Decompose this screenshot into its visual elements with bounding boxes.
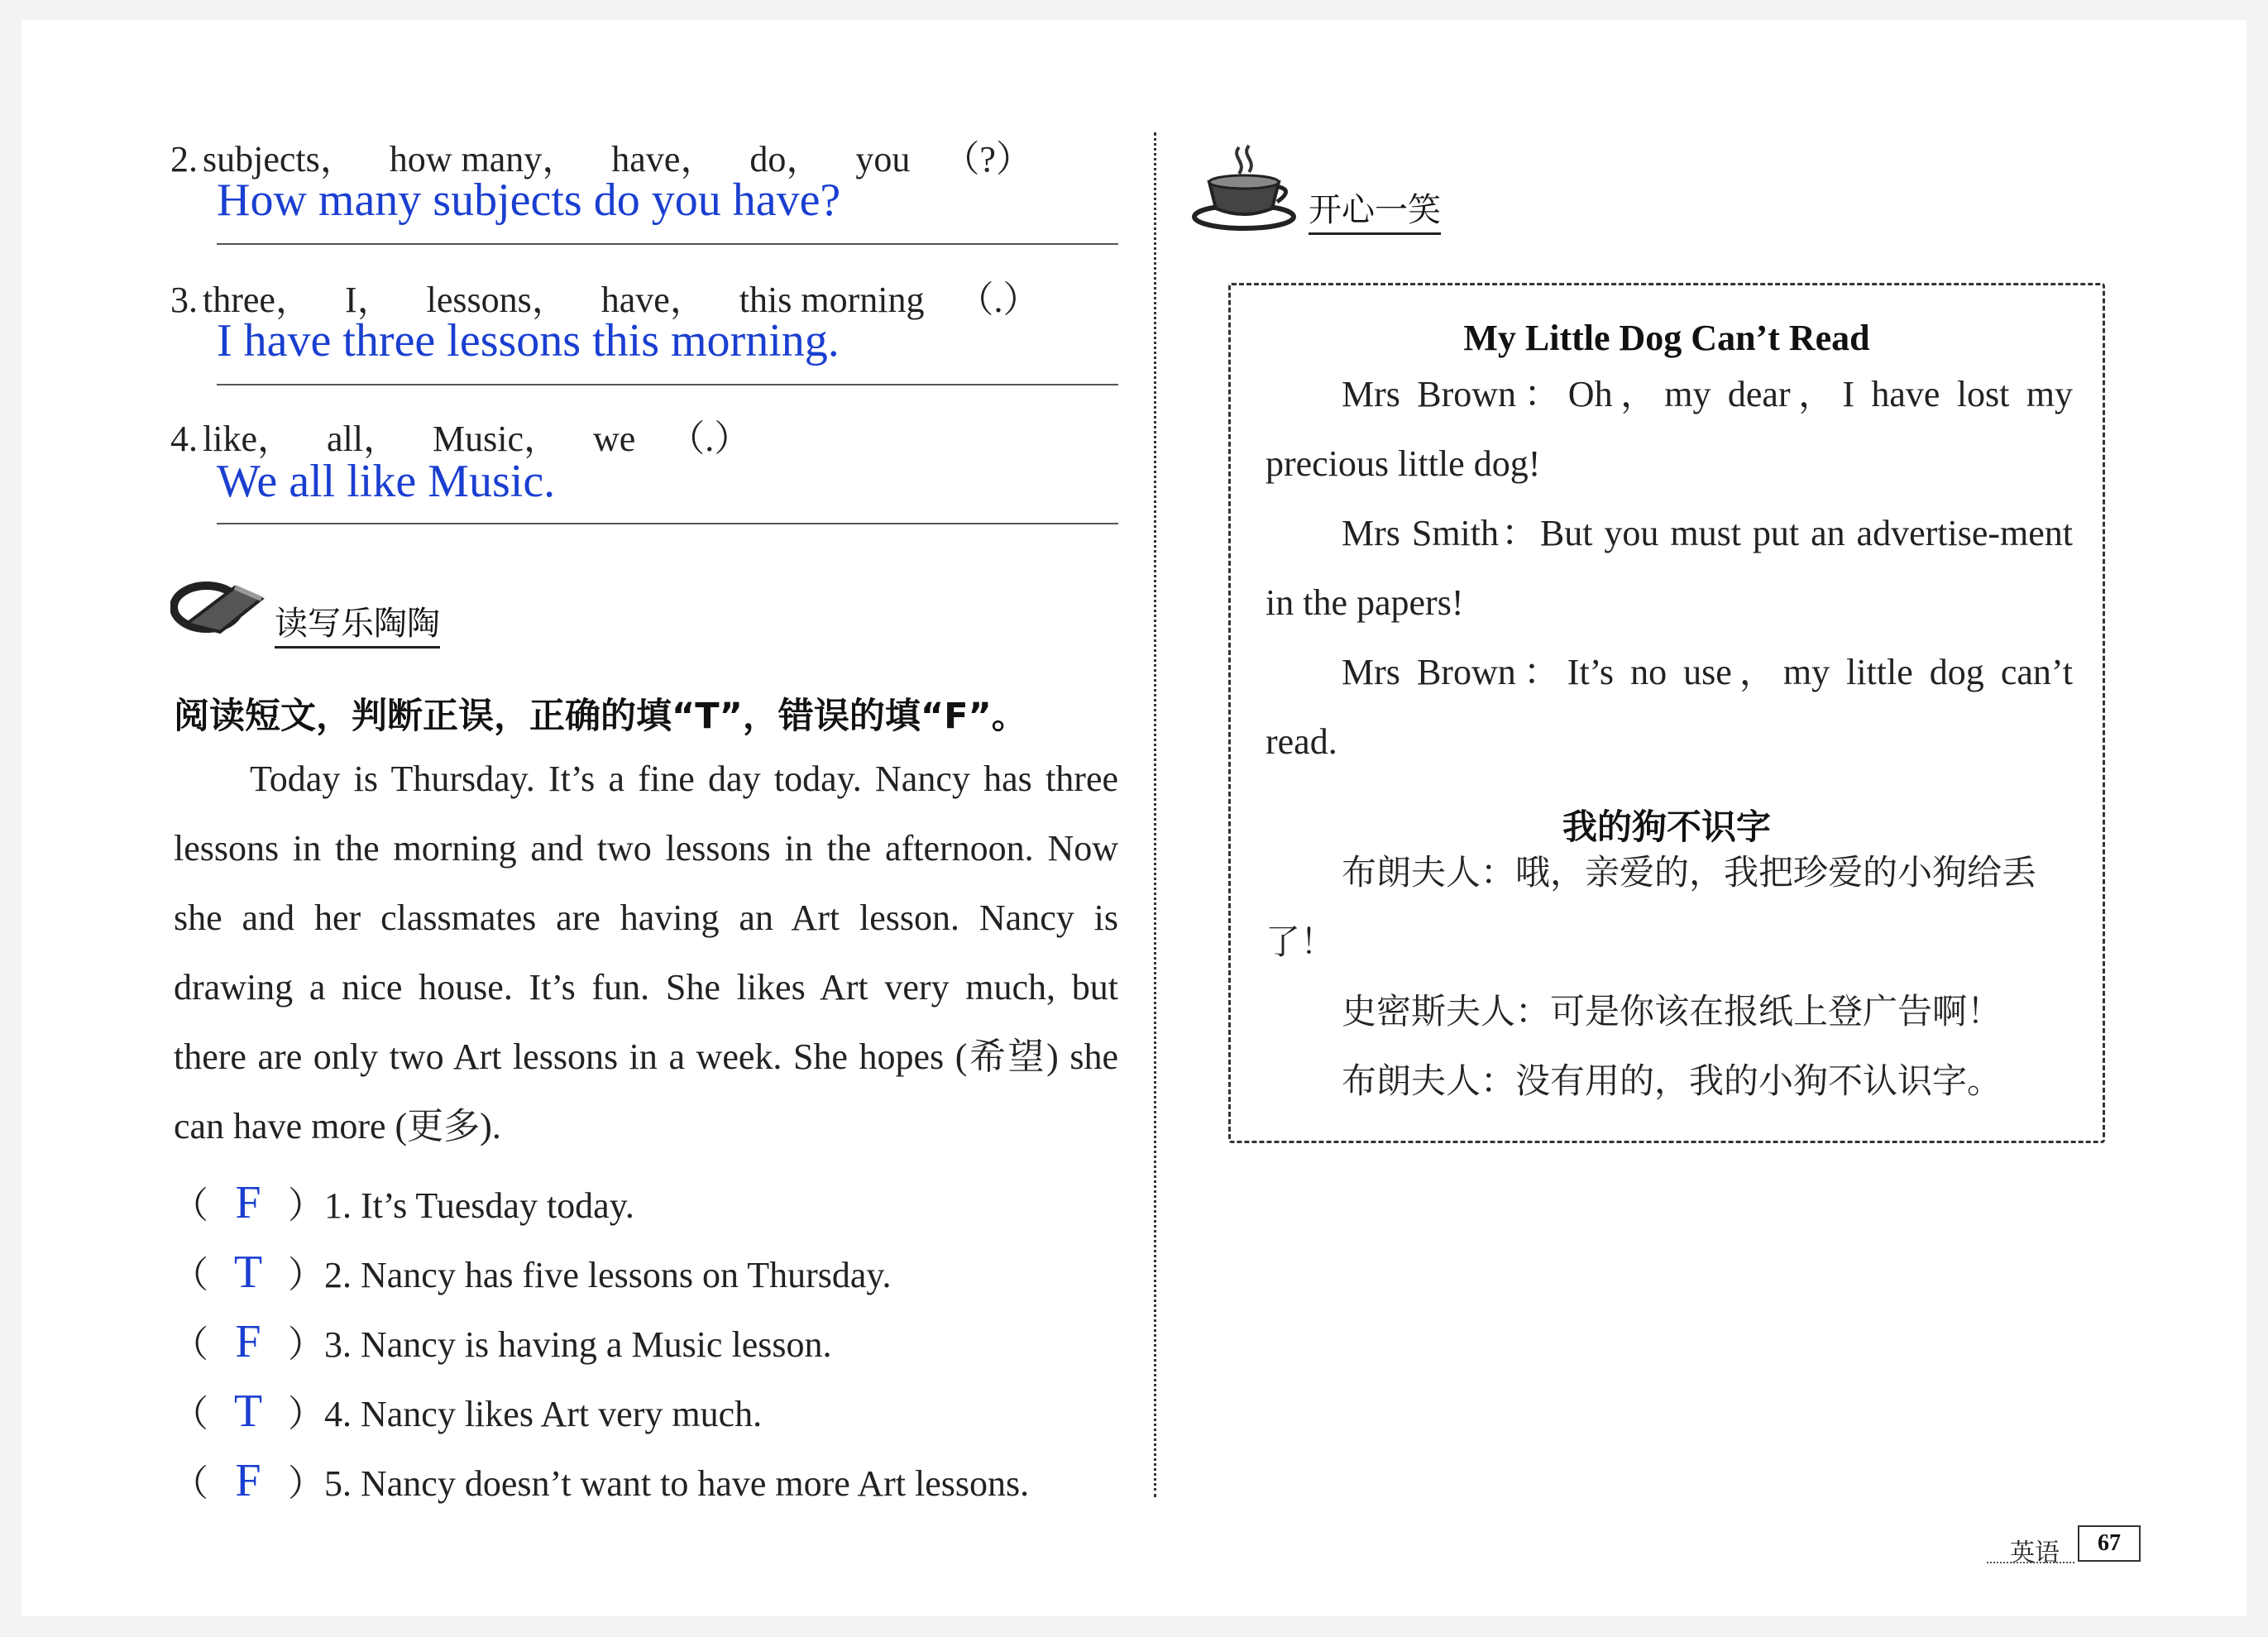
reading-passage: Today is Thursday. It’s a fine day today. Nancy has three lessons in the morning and two lessons in the afternoon. Now she and her classmates are having an Art lesson. Nancy is drawing a nice house. It’s fun. She likes Art very much, but there are only two Art lessons in a week. She hopes (希望) she can have more (更多). [174, 759, 1118, 1146]
tf-item: （ F ）1. It’s Tuesday today. [172, 1168, 634, 1237]
exercise-2-answer: How many subjects do you have? [217, 175, 841, 226]
tf-question: 1. It’s Tuesday today. [324, 1185, 634, 1226]
joke-line: Mrs Brown：It’s no use，my little dog can’t read. [1266, 652, 2073, 762]
joke-line-cn: 史密斯夫人：可是你该在报纸上登广告啊！ [1342, 991, 2002, 1032]
tf-question: 5. Nancy doesn’t want to have more Art lessons. [324, 1463, 1030, 1504]
footer-subject: 英语 [2010, 1539, 2060, 1568]
joke-chinese-text [1266, 838, 2073, 1116]
answer-line [217, 243, 1118, 245]
joke-line: Mrs Smith：But you must put an advertise-ment in the papers! [1266, 513, 2073, 623]
tf-answer: F [235, 1455, 261, 1506]
tf-item: （ T ）4. Nancy likes Art very much. [172, 1376, 762, 1446]
reading-section-title: 读写乐陶陶 [275, 597, 440, 649]
coffee-cup-icon [1191, 141, 1299, 236]
joke-section-title: 开心一笑 [1309, 184, 1441, 235]
column-divider [1154, 132, 1156, 1497]
tf-question: 4. Nancy likes Art very much. [324, 1394, 763, 1434]
tf-answer: F [235, 1316, 261, 1367]
tf-item: （ T ）2. Nancy has five lessons on Thursday. [172, 1237, 892, 1307]
joke-line-cn: 布朗夫人：哦，亲爱的，我把珍爱的小狗给丢了！ [1266, 852, 2037, 962]
answer-line [217, 384, 1118, 385]
exercise-4-prompt: 4. like， all， Music， we （.） [170, 419, 751, 459]
page-number: 67 [2078, 1525, 2141, 1562]
reading-section-icon [170, 574, 270, 649]
joke-line-cn: 布朗夫人：没有用的，我的小狗不认识字。 [1342, 1060, 2002, 1101]
joke-story-title: My Little Dog Can’t Read [1463, 318, 1870, 358]
footer-dots [1987, 1562, 2074, 1563]
tf-answer: F [235, 1177, 261, 1228]
tf-item: （ F ）5. Nancy doesn’t want to have more Art lessons. [172, 1446, 1029, 1515]
tf-answer: T [233, 1386, 263, 1437]
exercise-3-answer: I have three lessons this morning. [217, 315, 840, 366]
answer-line [217, 523, 1118, 524]
tf-question: 2. Nancy has five lessons on Thursday. [324, 1255, 892, 1295]
exercise-3-prompt: 3. three， I， lessons， have， this morning （.） [170, 280, 1040, 320]
exercise-4-answer: We all like Music. [217, 456, 556, 507]
joke-line: Mrs Brown：Oh，my dear，I have lost my precious little dog! [1266, 374, 2073, 484]
tf-question: 3. Nancy is having a Music lesson. [324, 1324, 832, 1365]
tf-item: （ F ）3. Nancy is having a Music lesson. [172, 1307, 831, 1376]
joke-box [1228, 283, 2105, 1143]
joke-english-text [1266, 360, 2073, 777]
joke-chinese-title: 我的狗不识字 [1562, 807, 1771, 847]
exercise-2-prompt: 2. subjects， how many， have， do， you （?） [170, 139, 1032, 179]
tf-answer: T [233, 1247, 263, 1298]
reading-instruction: 阅读短文，判断正误，正确的填“T”，错误的填“F”。 [174, 696, 1027, 737]
